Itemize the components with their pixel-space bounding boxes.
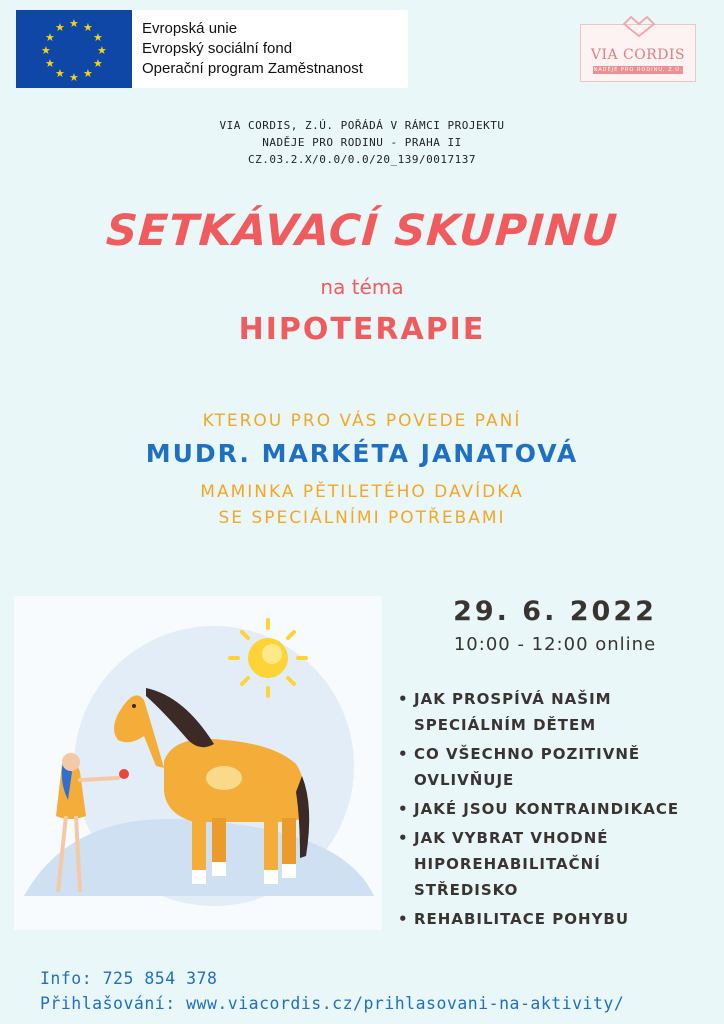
organizer-line-2: NADĚJE PRO RODINU - PRAHA II bbox=[262, 136, 462, 149]
list-item bbox=[396, 906, 696, 932]
logo-name: VIA CORDIS bbox=[590, 47, 686, 63]
bullet-icon: • bbox=[398, 800, 409, 818]
organizer-line-1: VIA CORDIS, Z.Ú. POŘÁDÁ V RÁMCI PROJEKTU bbox=[219, 119, 505, 132]
organizer-block bbox=[0, 117, 724, 168]
event-topic: HIPOTERAPIE bbox=[238, 312, 486, 347]
list-item bbox=[396, 825, 696, 903]
eu-line-3: Operační program Zaměstnanost bbox=[142, 60, 363, 77]
eu-line-1: Evropská unie bbox=[142, 20, 238, 37]
speaker-description-line-1: MAMINKA PĚTILETÉHO DAVÍDKA bbox=[200, 482, 524, 502]
event-date: 29. 6. 2022 bbox=[453, 596, 657, 627]
logo-tagline: NADĚJE PRO RODINU, Z.Ú. bbox=[593, 67, 683, 73]
list-item bbox=[396, 686, 696, 738]
apple-icon bbox=[119, 769, 129, 779]
speaker-description-line-2: SE SPECIÁLNÍMI POTŘEBAMI bbox=[218, 508, 506, 528]
topic-text: REHABILITACE POHYBU bbox=[414, 910, 630, 928]
topic-text: JAK VYBRAT VHODNÉ HIPOREHABILITAČNÍ STŘEDISKO bbox=[414, 829, 609, 899]
eu-funding-text bbox=[132, 19, 363, 79]
topics-list bbox=[396, 686, 696, 935]
via-cordis-logo bbox=[580, 24, 696, 82]
bullet-icon: • bbox=[398, 745, 409, 763]
list-item bbox=[396, 741, 696, 793]
speaker-intro: KTEROU PRO VÁS POVEDE PANÍ bbox=[202, 411, 522, 431]
horse-and-girl-illustration bbox=[14, 596, 382, 930]
topic-text: CO VŠECHNO POZITIVNĚ OVLIVŇUJE bbox=[414, 745, 641, 789]
footer-info: Info: 725 854 378 bbox=[40, 969, 218, 988]
event-title: SETKÁVACÍ SKUPINU bbox=[104, 206, 620, 256]
footer bbox=[40, 966, 624, 1016]
heart-logo-icon bbox=[619, 10, 659, 40]
topic-text: JAKÉ JSOU KONTRAINDIKACE bbox=[414, 800, 680, 818]
list-item bbox=[396, 796, 696, 822]
event-time: 10:00 - 12:00 online bbox=[453, 634, 657, 655]
bullet-icon: • bbox=[398, 829, 409, 847]
speaker-name: MUDR. MARKÉTA JANATOVÁ bbox=[145, 439, 579, 468]
event-subtitle: na téma bbox=[320, 275, 404, 299]
eu-funding-banner bbox=[16, 10, 408, 88]
eu-flag-icon: ★ ★ ★ ★ ★ ★ ★ ★ ★ ★ ★ ★ bbox=[16, 10, 132, 88]
footer-registration-link[interactable]: Přihlašování: www.viacordis.cz/prihlasovani-na-aktivity/ bbox=[40, 994, 625, 1013]
bullet-icon: • bbox=[398, 910, 409, 928]
eu-line-2: Evropský sociální fond bbox=[142, 40, 293, 57]
topic-text: JAK PROSPÍVÁ NAŠIM SPECIÁLNÍM DĚTEM bbox=[414, 690, 612, 734]
organizer-line-3: CZ.03.2.X/0.0/0.0/20_139/0017137 bbox=[248, 153, 476, 166]
speaker-description bbox=[0, 479, 724, 531]
bullet-icon: • bbox=[398, 690, 409, 708]
